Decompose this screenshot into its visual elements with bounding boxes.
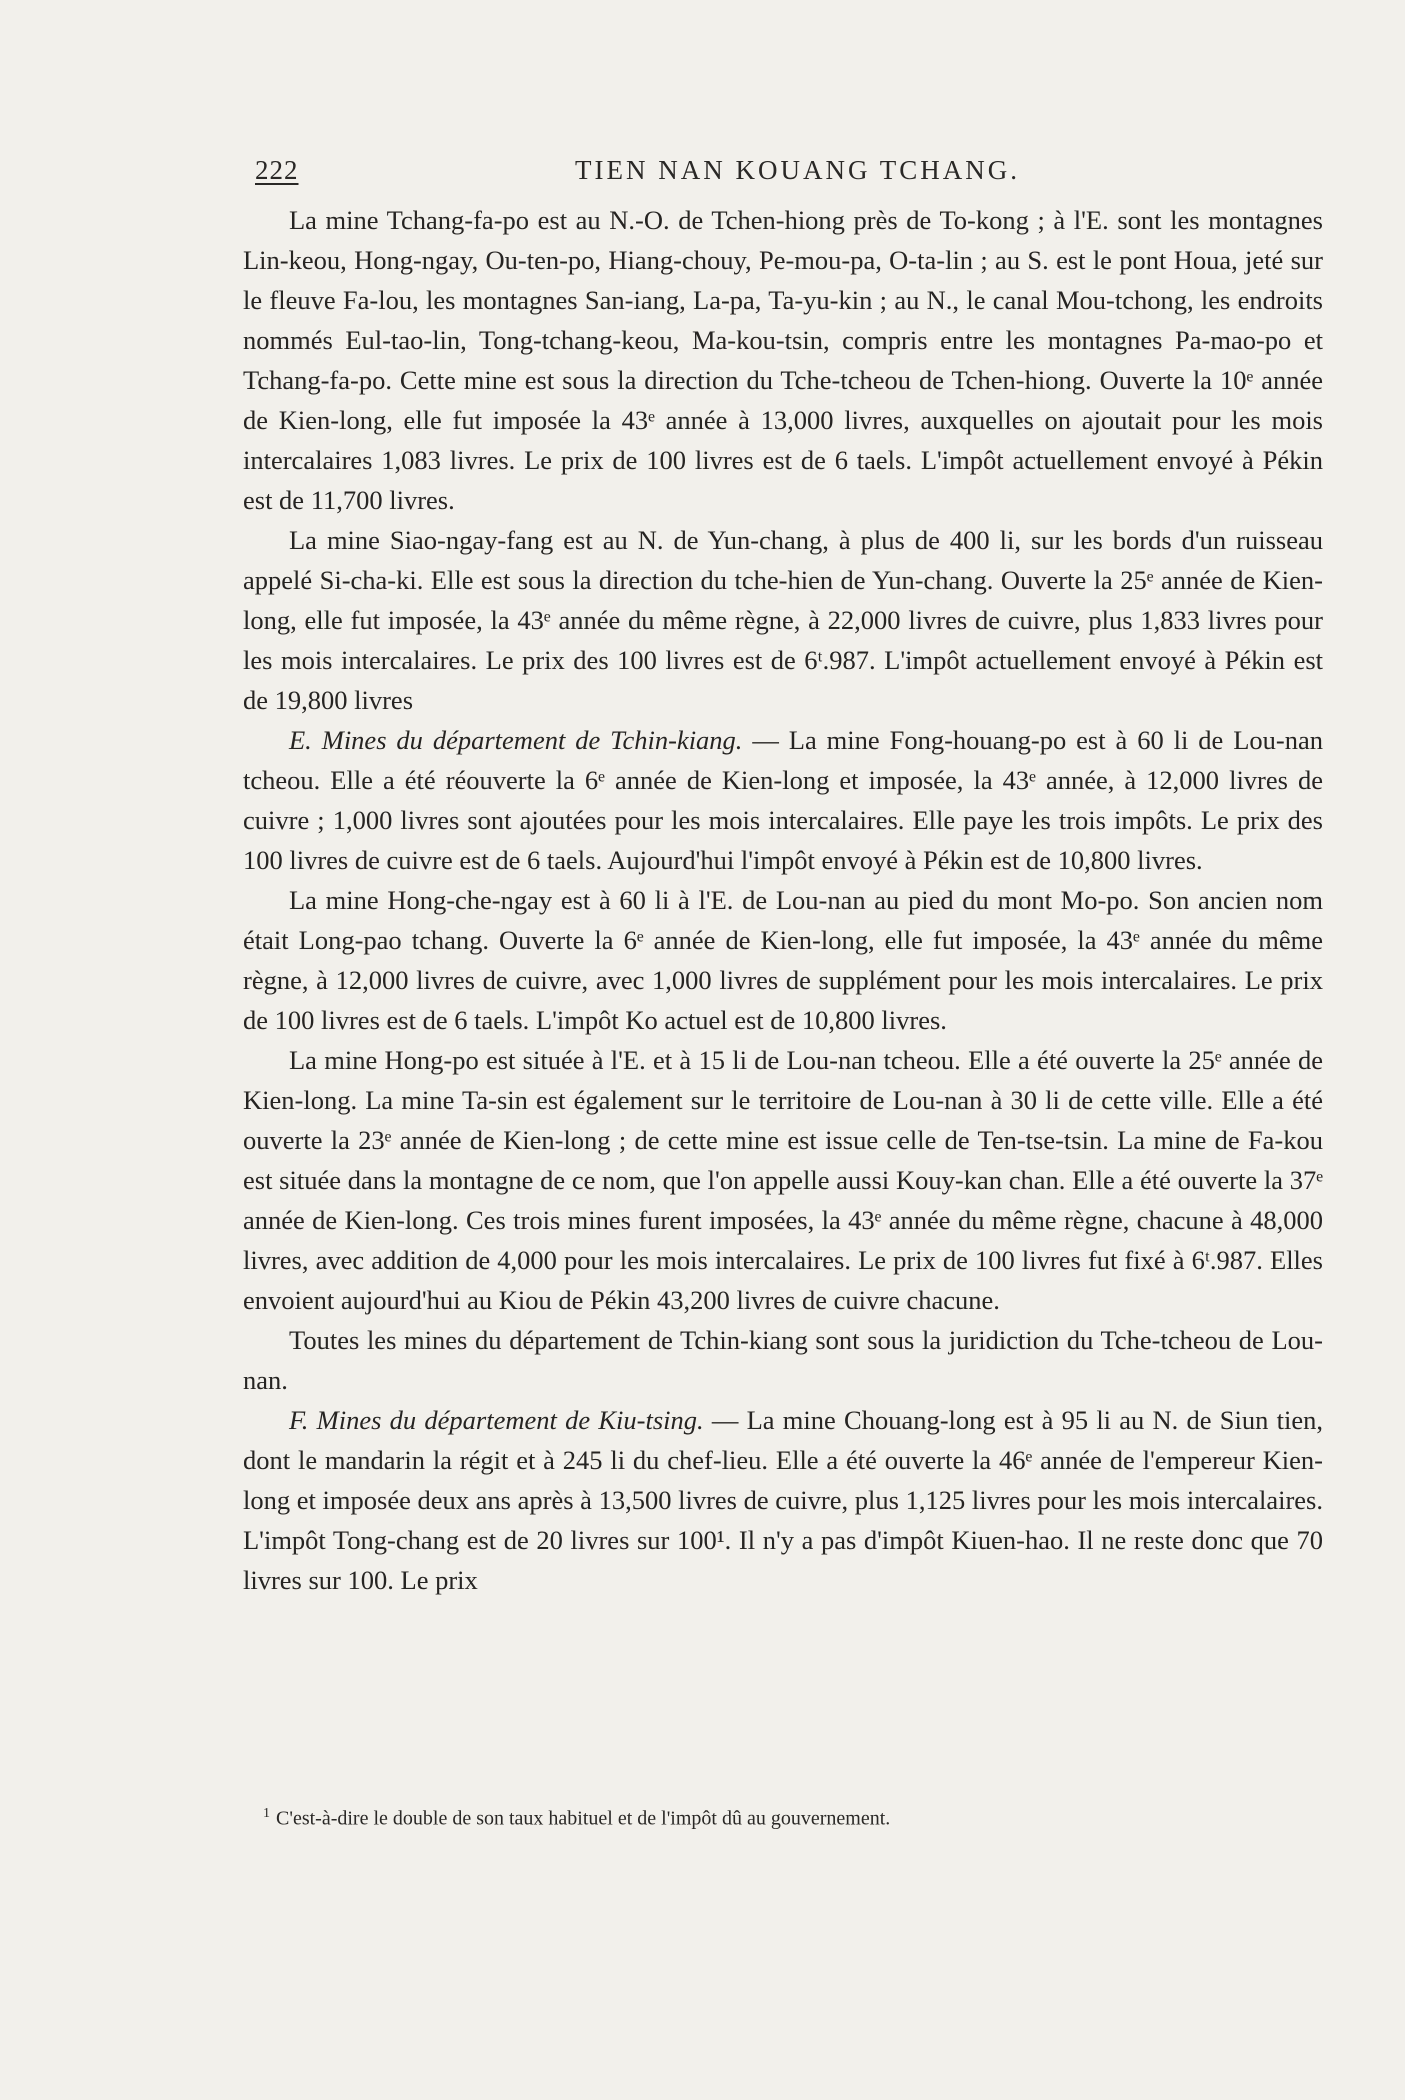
running-title: TIEN NAN KOUANG TCHANG. xyxy=(575,155,1020,185)
paragraph-juridiction xyxy=(243,1320,1323,1400)
paragraph-text: — La mine Fong-houang-po est à 60 li de Lou-nan tcheou. Elle a été réouverte la 6ᵉ année de Kien-long et imposée, la 43ᵉ année, à 12,000 livres de cuivre ; 1,000 livres sont ajoutées pour les mois intercalaires. Elle paye les trois impôts. Le prix des 100 livres de cuivre est de 6 taels. Aujourd'hui l'impôt envoyé à Pékin est de 10,800 livres. xyxy=(243,725,1323,875)
paragraph-text: Toutes les mines du département de Tchin-kiang sont sous la juridiction du Tche-tcheou de Lou-nan. xyxy=(243,1325,1323,1395)
paragraph-tchang-fa-po xyxy=(243,200,1323,520)
paragraph-section-f xyxy=(243,1400,1323,1600)
paragraph-siao-ngay-fang xyxy=(243,520,1323,720)
footnote-text: C'est-à-dire le double de son taux habituel et de l'impôt dû au gouvernement. xyxy=(276,1807,891,1830)
paragraph-text: La mine Hong-po est située à l'E. et à 15 li de Lou-nan tcheou. Elle a été ouverte la 25ᵉ année de Kien-long. La mine Ta-sin est également sur le territoire de Lou-nan à 30 li de cette ville. Elle a été ouverte la 23ᵉ année de Kien-long ; de cette mine est issue celle de Ten-tse-tsin. La mine de Fa-kou est située dans la montagne de ce nom, que l'on appelle aussi Kouy-kan chan. Elle a été ouverte la 37ᵉ année de Kien-long. Ces trois mines furent imposées, la 43ᵉ année du même règne, chacune à 48,000 livres, avec addition de 4,000 pour les mois intercalaires. Le prix de 100 livres fut fixé à 6ᵗ.987. Elles envoient aujourd'hui au Kiou de Pékin 43,200 livres de cuivre chacune. xyxy=(243,1045,1323,1315)
paragraph-hong-po xyxy=(243,1040,1323,1320)
footnote-marker: 1 xyxy=(263,1806,270,1821)
paragraph-section-e xyxy=(243,720,1323,880)
paragraph-hong-che-ngay xyxy=(243,880,1323,1040)
paragraph-text: La mine Hong-che-ngay est à 60 li à l'E. de Lou-nan au pied du mont Mo-po. Son ancien nom était Long-pao tchang. Ouverte la 6ᵉ année de Kien-long, elle fut imposée, la 43ᵉ année du même règne, à 12,000 livres de cuivre, avec 1,000 livres de supplément pour les mois intercalaires. Le prix de 100 livres est de 6 taels. L'impôt Ko actuel est de 10,800 livres. xyxy=(243,885,1323,1035)
paragraph-text: La mine Tchang-fa-po est au N.-O. de Tchen-hiong près de To-kong ; à l'E. sont les montagnes Lin-keou, Hong-ngay, Ou-ten-po, Hiang-chouy, Pe-mou-pa, O-ta-lin ; au S. est le pont Houa, jeté sur le fleuve Fa-lou, les montagnes San-iang, La-pa, Ta-yu-kin ; au N., le canal Mou-tchong, les endroits nommés Eul-tao-lin, Tong-tchang-keou, Ma-kou-tsin, compris entre les montagnes Pa-mao-po et Tchang-fa-po. Cette mine est sous la direction du Tche-tcheou de Tchen-hiong. Ouverte la 10ᵉ année de Kien-long, elle fut imposée la 43ᵉ année à 13,000 livres, auxquelles on ajoutait pour les mois intercalaires 1,083 livres. Le prix de 100 livres est de 6 taels. L'impôt actuellement envoyé à Pékin est de 11,700 livres. xyxy=(243,205,1323,515)
section-heading-f: F. Mines du département de Kiu-tsing. xyxy=(289,1405,704,1435)
paragraph-text: — La mine Chouang-long est à 95 li au N. de Siun tien, dont le mandarin la régit et à 245 li du chef-lieu. Elle a été ouverte la 46ᵉ année de l'empereur Kien-long et imposée deux ans après à 13,500 livres de cuivre, plus 1,125 livres pour les mois intercalaires. L'impôt Tong-chang est de 20 livres sur 100¹. Il n'y a pas d'impôt Kiuen-hao. Il ne reste donc que 70 livres sur 100. Le prix xyxy=(243,1405,1323,1595)
body-text xyxy=(243,200,1323,1600)
paragraph-text: La mine Siao-ngay-fang est au N. de Yun-chang, à plus de 400 li, sur les bords d'un ruisseau appelé Si-cha-ki. Elle est sous la direction du tche-hien de Yun-chang. Ouverte la 25ᵉ année de Kien-long, elle fut imposée, la 43ᵉ année du même règne, à 22,000 livres de cuivre, plus 1,833 livres pour les mois intercalaires. Le prix des 100 livres est de 6ᵗ.987. L'impôt actuellement envoyé à Pékin est de 19,800 livres xyxy=(243,525,1323,715)
page-number: 222 xyxy=(255,155,299,185)
footnote xyxy=(263,1800,1303,1833)
section-heading-e: E. Mines du département de Tchin-kiang. xyxy=(289,725,743,755)
page-header xyxy=(255,155,1325,195)
